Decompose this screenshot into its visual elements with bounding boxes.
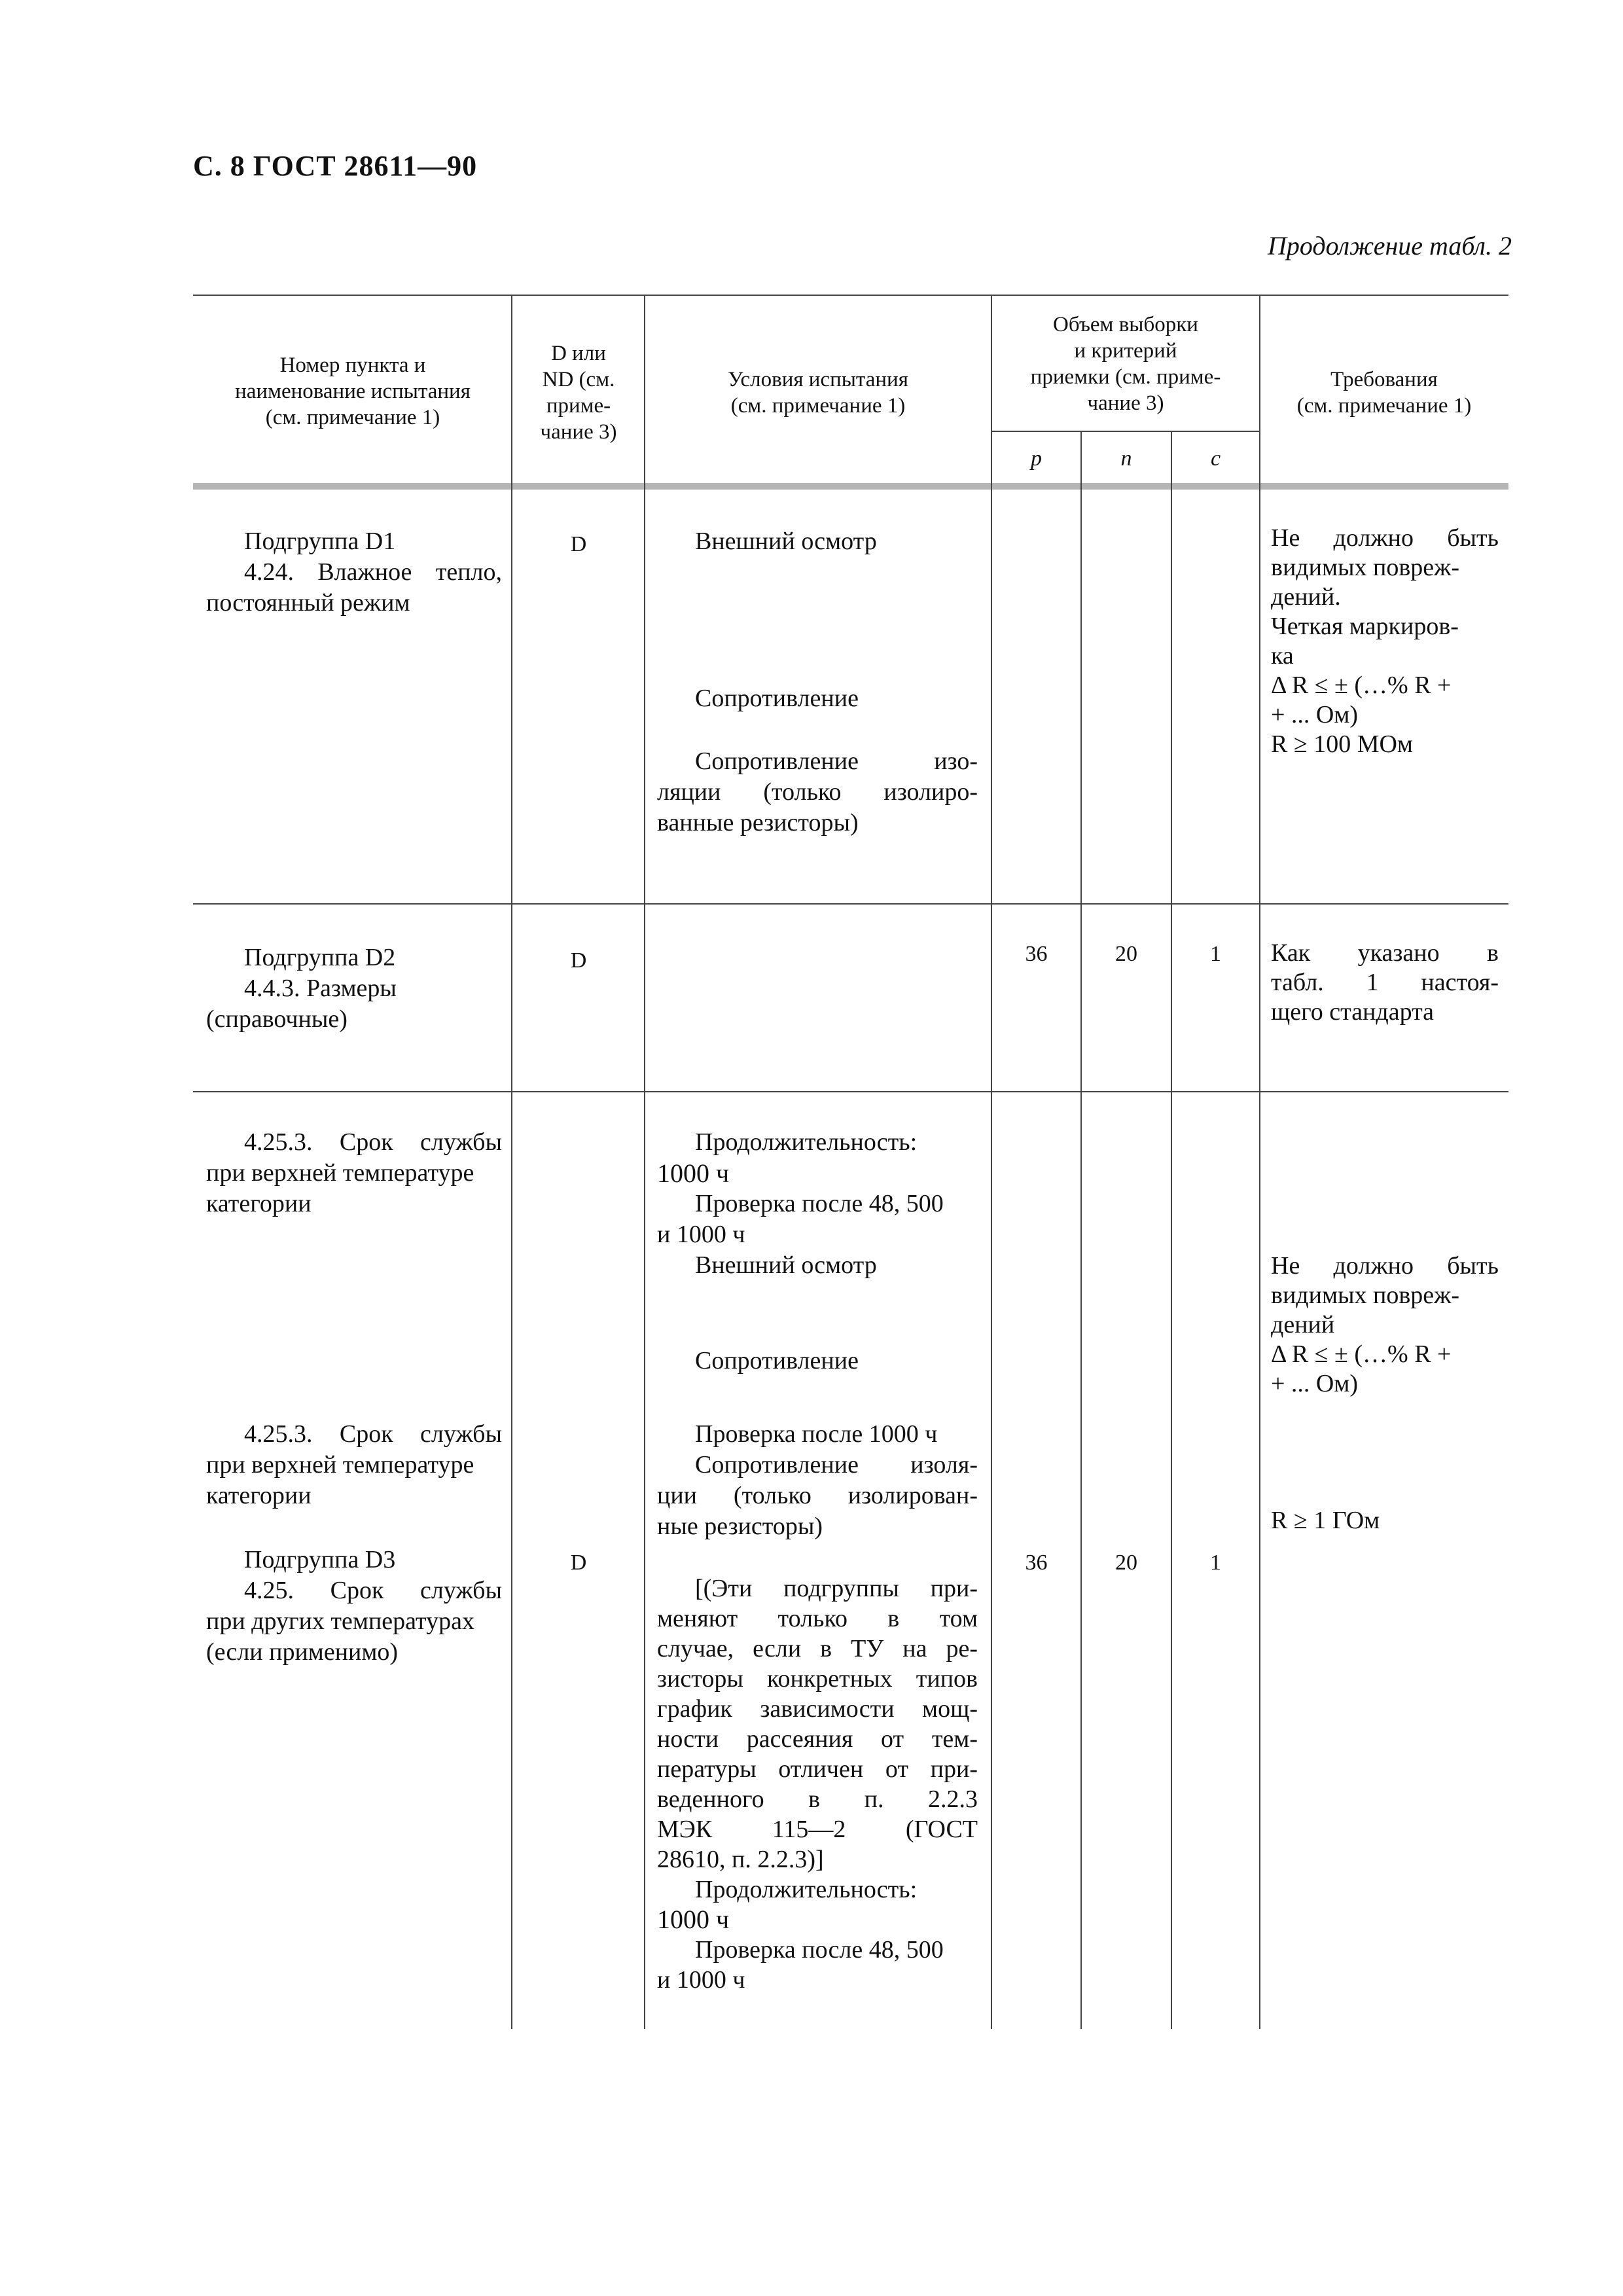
row1-cond-visual: Внешний осмотр xyxy=(695,528,877,555)
row3-cond-a: Продолжительность: 1000 ч Проверка после 48, 500 и 1000 ч Внешний осмотр xyxy=(657,1128,944,1279)
row1-requirements: Не должно быть видимых повреж- дений. Четкая маркиров- ка Δ R ≤ ± (…% R + + ... Ом) R ≥ 100 МОм xyxy=(1271,524,1499,758)
row1-bottom-rule xyxy=(193,903,1508,905)
row3-requirements-a: Не должно быть видимых повреж- дений Δ R ≤ ± (…% R + + ... Ом) xyxy=(1271,1252,1499,1397)
row2-p: 36 xyxy=(1025,942,1048,966)
sample-subheader-rule xyxy=(992,431,1260,432)
col-divider-p-n xyxy=(1080,431,1082,2029)
row3-c: 1 xyxy=(1210,1551,1221,1575)
row3-item-c: Подгруппа D3 4.25. Срок службы при других температурах (если применимо) xyxy=(206,1546,502,1666)
row1-cond-resistance: Сопротивление xyxy=(695,685,859,712)
header-p: p xyxy=(1031,446,1042,471)
row3-p: 36 xyxy=(1025,1551,1048,1575)
header-n: n xyxy=(1120,446,1132,471)
row2-c: 1 xyxy=(1210,942,1221,966)
col-divider-1 xyxy=(511,295,512,2029)
row2-d-nd: D xyxy=(570,948,587,973)
row2-item: Подгруппа D2 4.4.3. Размеры (справочные) xyxy=(206,944,397,1033)
header-sample-size: Объем выборки и критерий приемки (см. приме- чание 3) xyxy=(1030,313,1221,415)
row3-requirements-b: R ≥ 1 ГОм xyxy=(1271,1507,1380,1534)
row3-cond-d: [(Эти подгруппы при- меняют только в том случае, если в ТУ на ре- зисторы конкретных типов график зависимости мощ- ности рассеяния от тем- пературы отличен от при- веденного в п. 2.2.3 МЭК 115—2 (ГОСТ 28610, п. 2.2.3)] Продолжительность: 1000 ч Проверка после 48, 500 и 1000 ч xyxy=(657,1575,978,1994)
row1-d-nd: D xyxy=(570,532,587,556)
table-top-rule xyxy=(193,295,1508,296)
header-requirements: Требования (см. примечание 1) xyxy=(1296,368,1472,418)
row3-item-a: 4.25.3. Срок службы при верхней температуре категории xyxy=(206,1128,502,1217)
row1-cond-insulation: Сопротивление изо- ляции (только изолиро- ванные резисторы) xyxy=(657,747,978,836)
row3-item-b: 4.25.3. Срок службы при верхней температуре категории xyxy=(206,1420,502,1509)
header-c: c xyxy=(1210,446,1221,471)
header-conditions: Условия испытания (см. примечание 1) xyxy=(728,368,908,418)
table-continuation-label: Продолжение табл. 2 xyxy=(1267,231,1512,260)
header-item: Номер пункта и наименование испытания (см. примечание 1) xyxy=(235,353,471,429)
col-divider-3 xyxy=(991,295,992,2029)
header-d-nd: D или ND (см. приме- чание 3) xyxy=(540,342,617,444)
running-head: С. 8 ГОСТ 28611—90 xyxy=(193,150,478,182)
row2-requirements: Как указано в табл. 1 настоя- щего стандарта xyxy=(1271,939,1499,1026)
row1-item: Подгруппа D1 4.24. Влажное тепло, постоянный режим xyxy=(206,528,502,617)
row3-n: 20 xyxy=(1115,1551,1137,1575)
row2-n: 20 xyxy=(1115,942,1137,966)
row3-cond-b: Сопротивление xyxy=(695,1347,859,1374)
col-divider-4 xyxy=(1259,295,1260,2029)
row3-d-nd: D xyxy=(570,1551,587,1575)
col-divider-2 xyxy=(644,295,645,2029)
row3-cond-c: Проверка после 1000 ч Сопротивление изоля- ции (только изолирован- ные резисторы) xyxy=(657,1420,978,1540)
row2-bottom-rule xyxy=(193,1091,1508,1092)
header-bottom-rule xyxy=(193,483,1508,490)
col-divider-n-c xyxy=(1171,431,1172,2029)
